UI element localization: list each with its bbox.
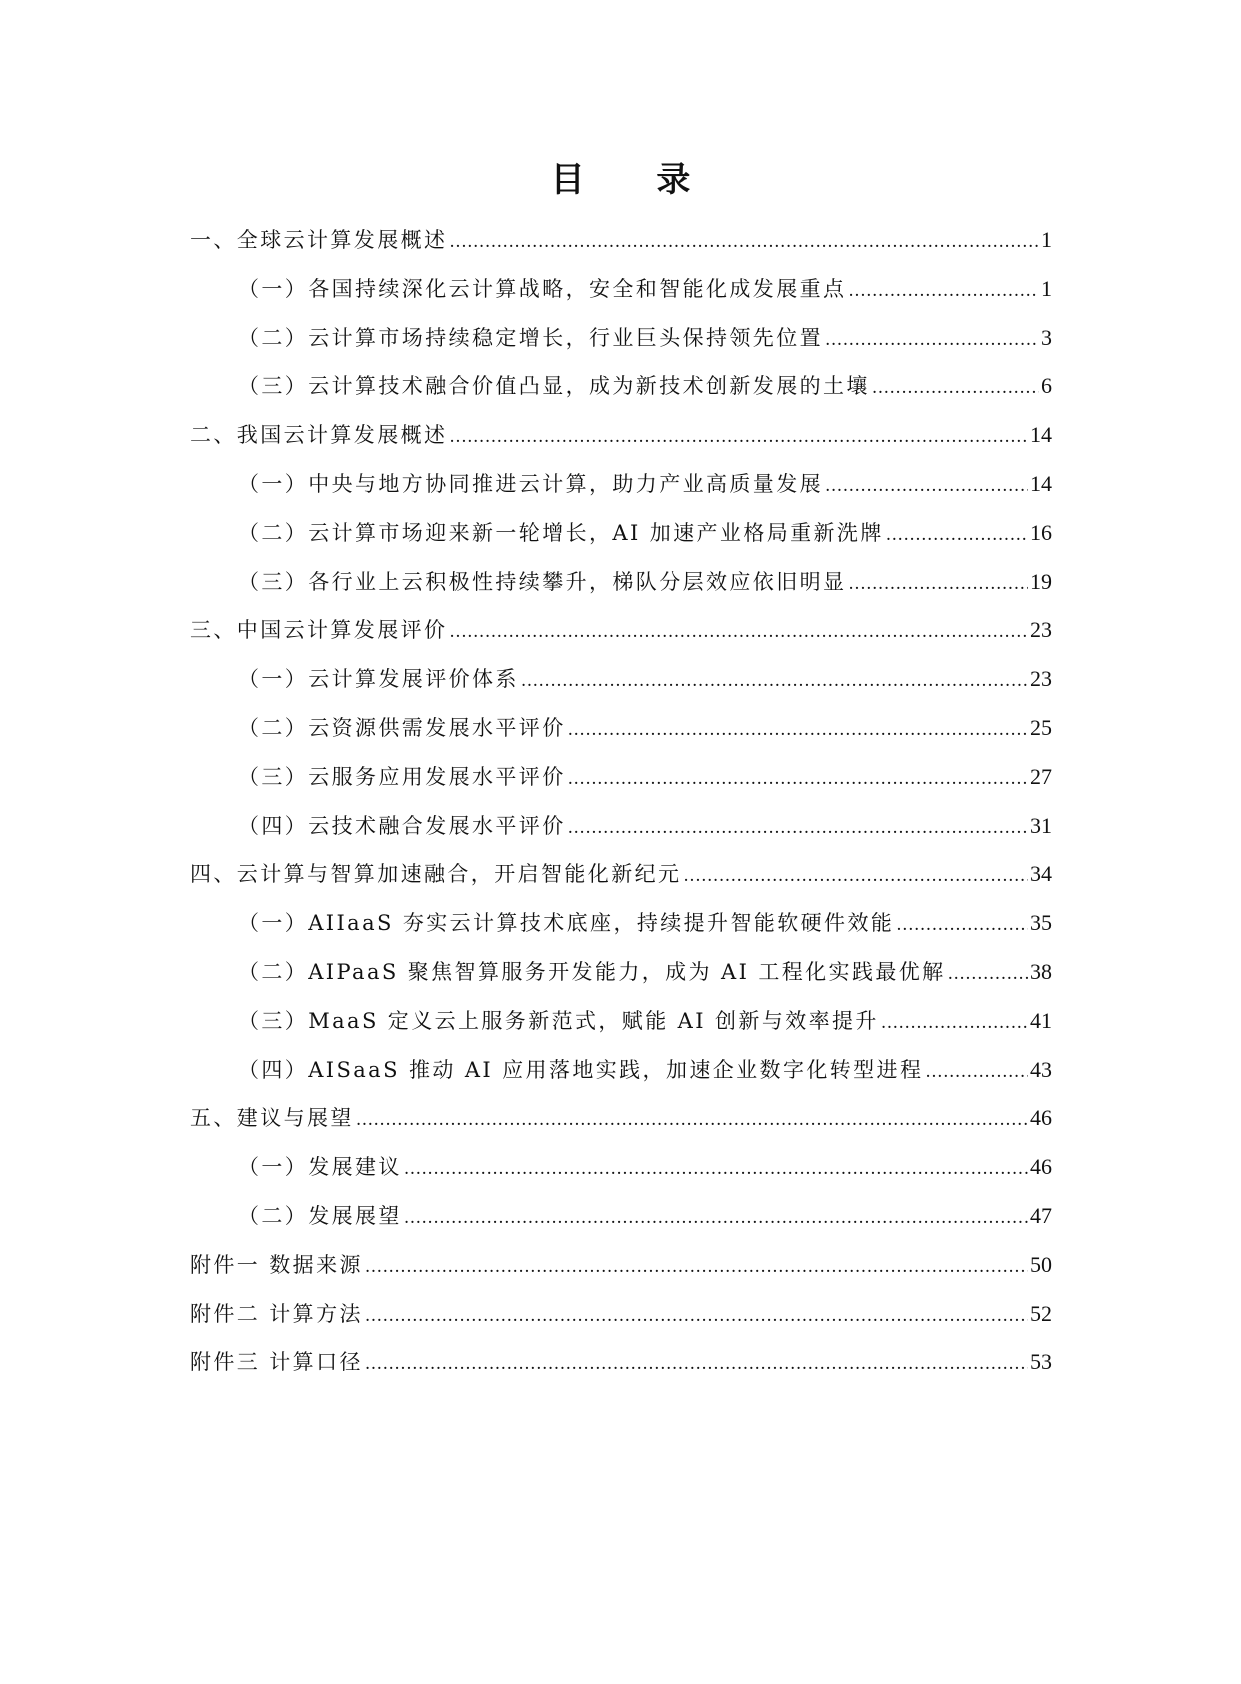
toc-leader-dots bbox=[948, 950, 1028, 994]
toc-entry-label: （四）AISaaS 推动 AI 应用落地实践，加速企业数字化转型进程 bbox=[238, 1057, 924, 1082]
toc-page-number: 14 bbox=[1030, 470, 1052, 496]
toc-entry-label: 附件二 计算方法 bbox=[190, 1301, 363, 1326]
toc-entry[interactable] bbox=[190, 462, 1052, 511]
toc-entry[interactable] bbox=[190, 950, 1052, 999]
toc-leader-dots bbox=[872, 364, 1039, 408]
toc-entry[interactable] bbox=[190, 608, 1052, 657]
toc-entry-label: （一）中央与地方协同推进云计算，助力产业高质量发展 bbox=[238, 471, 823, 496]
toc-entry[interactable] bbox=[190, 413, 1052, 462]
toc-page-number: 3 bbox=[1041, 324, 1052, 350]
toc-leader-dots bbox=[365, 1292, 1028, 1336]
toc-page-number: 47 bbox=[1030, 1202, 1052, 1228]
toc-entry-label: （三）云计算技术融合价值凸显，成为新技术创新发展的土壤 bbox=[238, 374, 870, 399]
toc-page-number: 16 bbox=[1030, 519, 1052, 545]
toc-list bbox=[190, 218, 1052, 1389]
toc-entry[interactable] bbox=[190, 804, 1052, 853]
toc-entry[interactable] bbox=[190, 1048, 1052, 1097]
toc-entry[interactable] bbox=[190, 511, 1052, 560]
toc-page-number: 25 bbox=[1030, 714, 1052, 740]
toc-entry[interactable] bbox=[190, 755, 1052, 804]
toc-entry-label: （二）AIPaaS 聚焦智算服务开发能力，成为 AI 工程化实践最优解 bbox=[238, 959, 946, 984]
toc-entry[interactable] bbox=[190, 316, 1052, 365]
toc-entry[interactable] bbox=[190, 218, 1052, 267]
toc-entry-label: 三、中国云计算发展评价 bbox=[190, 618, 448, 643]
toc-page-number: 38 bbox=[1030, 958, 1052, 984]
toc-entry-label: （二）发展展望 bbox=[238, 1203, 402, 1228]
toc-entry[interactable] bbox=[190, 706, 1052, 755]
toc-entry-label: （一）云计算发展评价体系 bbox=[238, 667, 519, 692]
toc-leader-dots bbox=[365, 1243, 1028, 1287]
toc-entry-label: 附件一 数据来源 bbox=[190, 1252, 363, 1277]
toc-entry[interactable] bbox=[190, 1145, 1052, 1194]
toc-entry[interactable] bbox=[190, 364, 1052, 413]
toc-entry[interactable] bbox=[190, 1096, 1052, 1145]
toc-entry[interactable] bbox=[190, 1292, 1052, 1341]
toc-page-number: 1 bbox=[1041, 275, 1052, 301]
toc-title: 目 录 bbox=[550, 160, 721, 200]
toc-page-number: 34 bbox=[1030, 861, 1052, 887]
toc-entry[interactable] bbox=[190, 560, 1052, 609]
toc-leader-dots bbox=[568, 706, 1028, 750]
toc-leader-dots bbox=[568, 804, 1028, 848]
toc-leader-dots bbox=[404, 1194, 1028, 1238]
toc-entry-label: 二、我国云计算发展概述 bbox=[190, 423, 448, 448]
toc-page-number: 19 bbox=[1030, 568, 1052, 594]
toc-leader-dots bbox=[449, 608, 1028, 652]
toc-entry-label: （三）云服务应用发展水平评价 bbox=[238, 764, 566, 789]
toc-leader-dots bbox=[521, 657, 1028, 701]
toc-leader-dots bbox=[848, 560, 1028, 604]
toc-page-number: 43 bbox=[1030, 1056, 1052, 1082]
toc-entry-label: 五、建议与展望 bbox=[190, 1106, 354, 1131]
toc-entry-label: （二）云计算市场迎来新一轮增长，AI 加速产业格局重新洗牌 bbox=[238, 520, 884, 545]
toc-page-number: 46 bbox=[1030, 1154, 1052, 1180]
toc-leader-dots bbox=[848, 267, 1039, 311]
toc-page-number: 23 bbox=[1030, 617, 1052, 643]
toc-leader-dots bbox=[404, 1145, 1028, 1189]
toc-entry[interactable] bbox=[190, 267, 1052, 316]
toc-page-number: 1 bbox=[1041, 227, 1052, 252]
toc-page-number: 6 bbox=[1041, 373, 1052, 399]
toc-page-number: 53 bbox=[1030, 1349, 1052, 1375]
toc-leader-dots bbox=[825, 462, 1028, 506]
toc-page-number: 46 bbox=[1030, 1105, 1052, 1131]
toc-page-number: 23 bbox=[1030, 666, 1052, 692]
toc-leader-dots bbox=[881, 999, 1028, 1043]
toc-page-number: 14 bbox=[1030, 422, 1052, 448]
toc-entry[interactable] bbox=[190, 999, 1052, 1048]
toc-entry-label: 附件三 计算口径 bbox=[190, 1350, 363, 1375]
toc-entry-label: 四、云计算与智算加速融合，开启智能化新纪元 bbox=[190, 862, 682, 887]
toc-entry-label: 一、全球云计算发展概述 bbox=[190, 228, 448, 252]
toc-entry[interactable] bbox=[190, 657, 1052, 706]
toc-leader-dots bbox=[886, 511, 1028, 555]
toc-leader-dots bbox=[825, 316, 1039, 360]
toc-leader-dots bbox=[449, 413, 1028, 457]
toc-entry-label: （三）各行业上云积极性持续攀升，梯队分层效应依旧明显 bbox=[238, 569, 847, 594]
toc-entry[interactable] bbox=[190, 901, 1052, 950]
toc-entry-label: （二）云资源供需发展水平评价 bbox=[238, 715, 566, 740]
toc-leader-dots bbox=[925, 1048, 1028, 1092]
toc-entry-label: （三）MaaS 定义云上服务新范式，赋能 AI 创新与效率提升 bbox=[238, 1008, 879, 1033]
toc-entry[interactable] bbox=[190, 852, 1052, 901]
toc-page-number: 41 bbox=[1030, 1007, 1052, 1033]
toc-leader-dots bbox=[896, 901, 1028, 945]
toc-entry-label: （四）云技术融合发展水平评价 bbox=[238, 813, 566, 838]
toc-page-number: 35 bbox=[1030, 910, 1052, 936]
toc-entry-label: （一）各国持续深化云计算战略，安全和智能化成发展重点 bbox=[238, 276, 847, 301]
toc-leader-dots bbox=[683, 852, 1028, 896]
toc-entry[interactable] bbox=[190, 1194, 1052, 1243]
toc-page-number: 52 bbox=[1030, 1300, 1052, 1326]
toc-leader-dots bbox=[356, 1096, 1028, 1140]
toc-entry[interactable] bbox=[190, 1243, 1052, 1292]
toc-page-number: 31 bbox=[1030, 812, 1052, 838]
toc-page-number: 50 bbox=[1030, 1251, 1052, 1277]
toc-page-number: 27 bbox=[1030, 763, 1052, 789]
toc-entry[interactable] bbox=[190, 1340, 1052, 1389]
toc-leader-dots bbox=[568, 755, 1028, 799]
toc-leader-dots bbox=[449, 218, 1039, 262]
toc-entry-label: （一）发展建议 bbox=[238, 1155, 402, 1180]
toc-entry-label: （二）云计算市场持续稳定增长，行业巨头保持领先位置 bbox=[238, 325, 823, 350]
toc-entry-label: （一）AIIaaS 夯实云计算技术底座，持续提升智能软硬件效能 bbox=[238, 911, 895, 936]
toc-leader-dots bbox=[365, 1340, 1028, 1384]
